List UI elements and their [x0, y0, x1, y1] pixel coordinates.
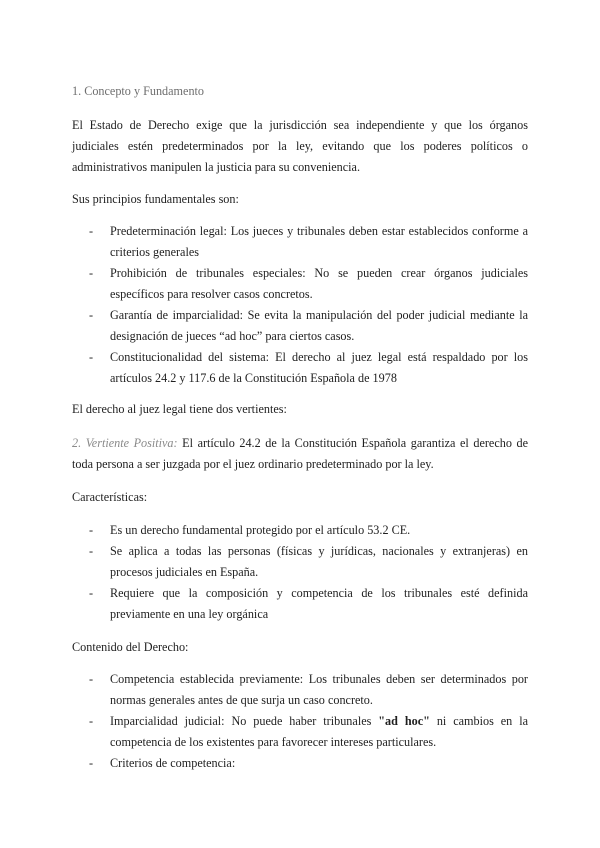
vertientes-intro: El derecho al juez legal tiene dos vertientes: [72, 402, 287, 416]
list-item: - Requiere que la composición y competencia de los tribunales esté definida previamente en una ley orgánica [89, 586, 528, 621]
list-item: - Criterios de competencia: [89, 756, 236, 770]
intro-paragraph: El Estado de Derecho exige que la jurisdicción sea independiente y que los órganos judiciales estén predeterminados por la ley, evitando que los poderes políticos o administrativos manipulen la justicia para su conveniencia. [72, 118, 528, 174]
principles-list [72, 221, 528, 389]
section-heading: 1. Concepto y Fundamento [72, 84, 205, 98]
list-item: - Se aplica a todas las personas (físicas y jurídicas, nacionales y extranjeras) en procesos judiciales en España. [89, 544, 528, 579]
vertiente-positiva-paragraph: 2. Vertiente Positiva: El artículo 24.2 de la Constitución Española garantiza el derecho de toda persona a ser juzgada por el juez ordinario predeterminado por la ley. [72, 436, 529, 471]
principles-title: Sus principios fundamentales son: [72, 192, 239, 206]
list-item: - Garantía de imparcialidad: Se evita la manipulación del poder judicial mediante la designación de jueces “ad hoc” para ciertos casos. [89, 308, 528, 343]
caracteristicas-list [72, 520, 528, 625]
contenido-title: Contenido del Derecho: [72, 640, 189, 654]
ad-hoc-emphasis: "ad hoc" [378, 714, 430, 728]
list-item: - Competencia establecida previamente: Los tribunales deben ser determinados por normas generales antes de que surja un caso concreto. [89, 672, 528, 707]
contenido-list [72, 669, 528, 774]
list-item: - Prohibición de tribunales especiales: No se pueden crear órganos judiciales específicos para resolver casos concretos. [89, 266, 528, 301]
caracteristicas-title: Características: [72, 490, 148, 504]
list-item: - Es un derecho fundamental protegido por el artículo 53.2 CE. [89, 523, 411, 537]
list-item: - Constitucionalidad del sistema: El derecho al juez legal está respaldado por los artículos 24.2 y 117.6 de la Constitución Española de 1978 [89, 350, 528, 385]
list-item: - Imparcialidad judicial: No puede haber tribunales "ad hoc" ni cambios en la competencia de los existentes para favorecer intereses particulares. [89, 714, 528, 749]
vertiente-label: 2. Vertiente Positiva: [72, 436, 178, 450]
list-item: - Predeterminación legal: Los jueces y tribunales deben estar establecidos conforme a criterios generales [89, 224, 528, 259]
